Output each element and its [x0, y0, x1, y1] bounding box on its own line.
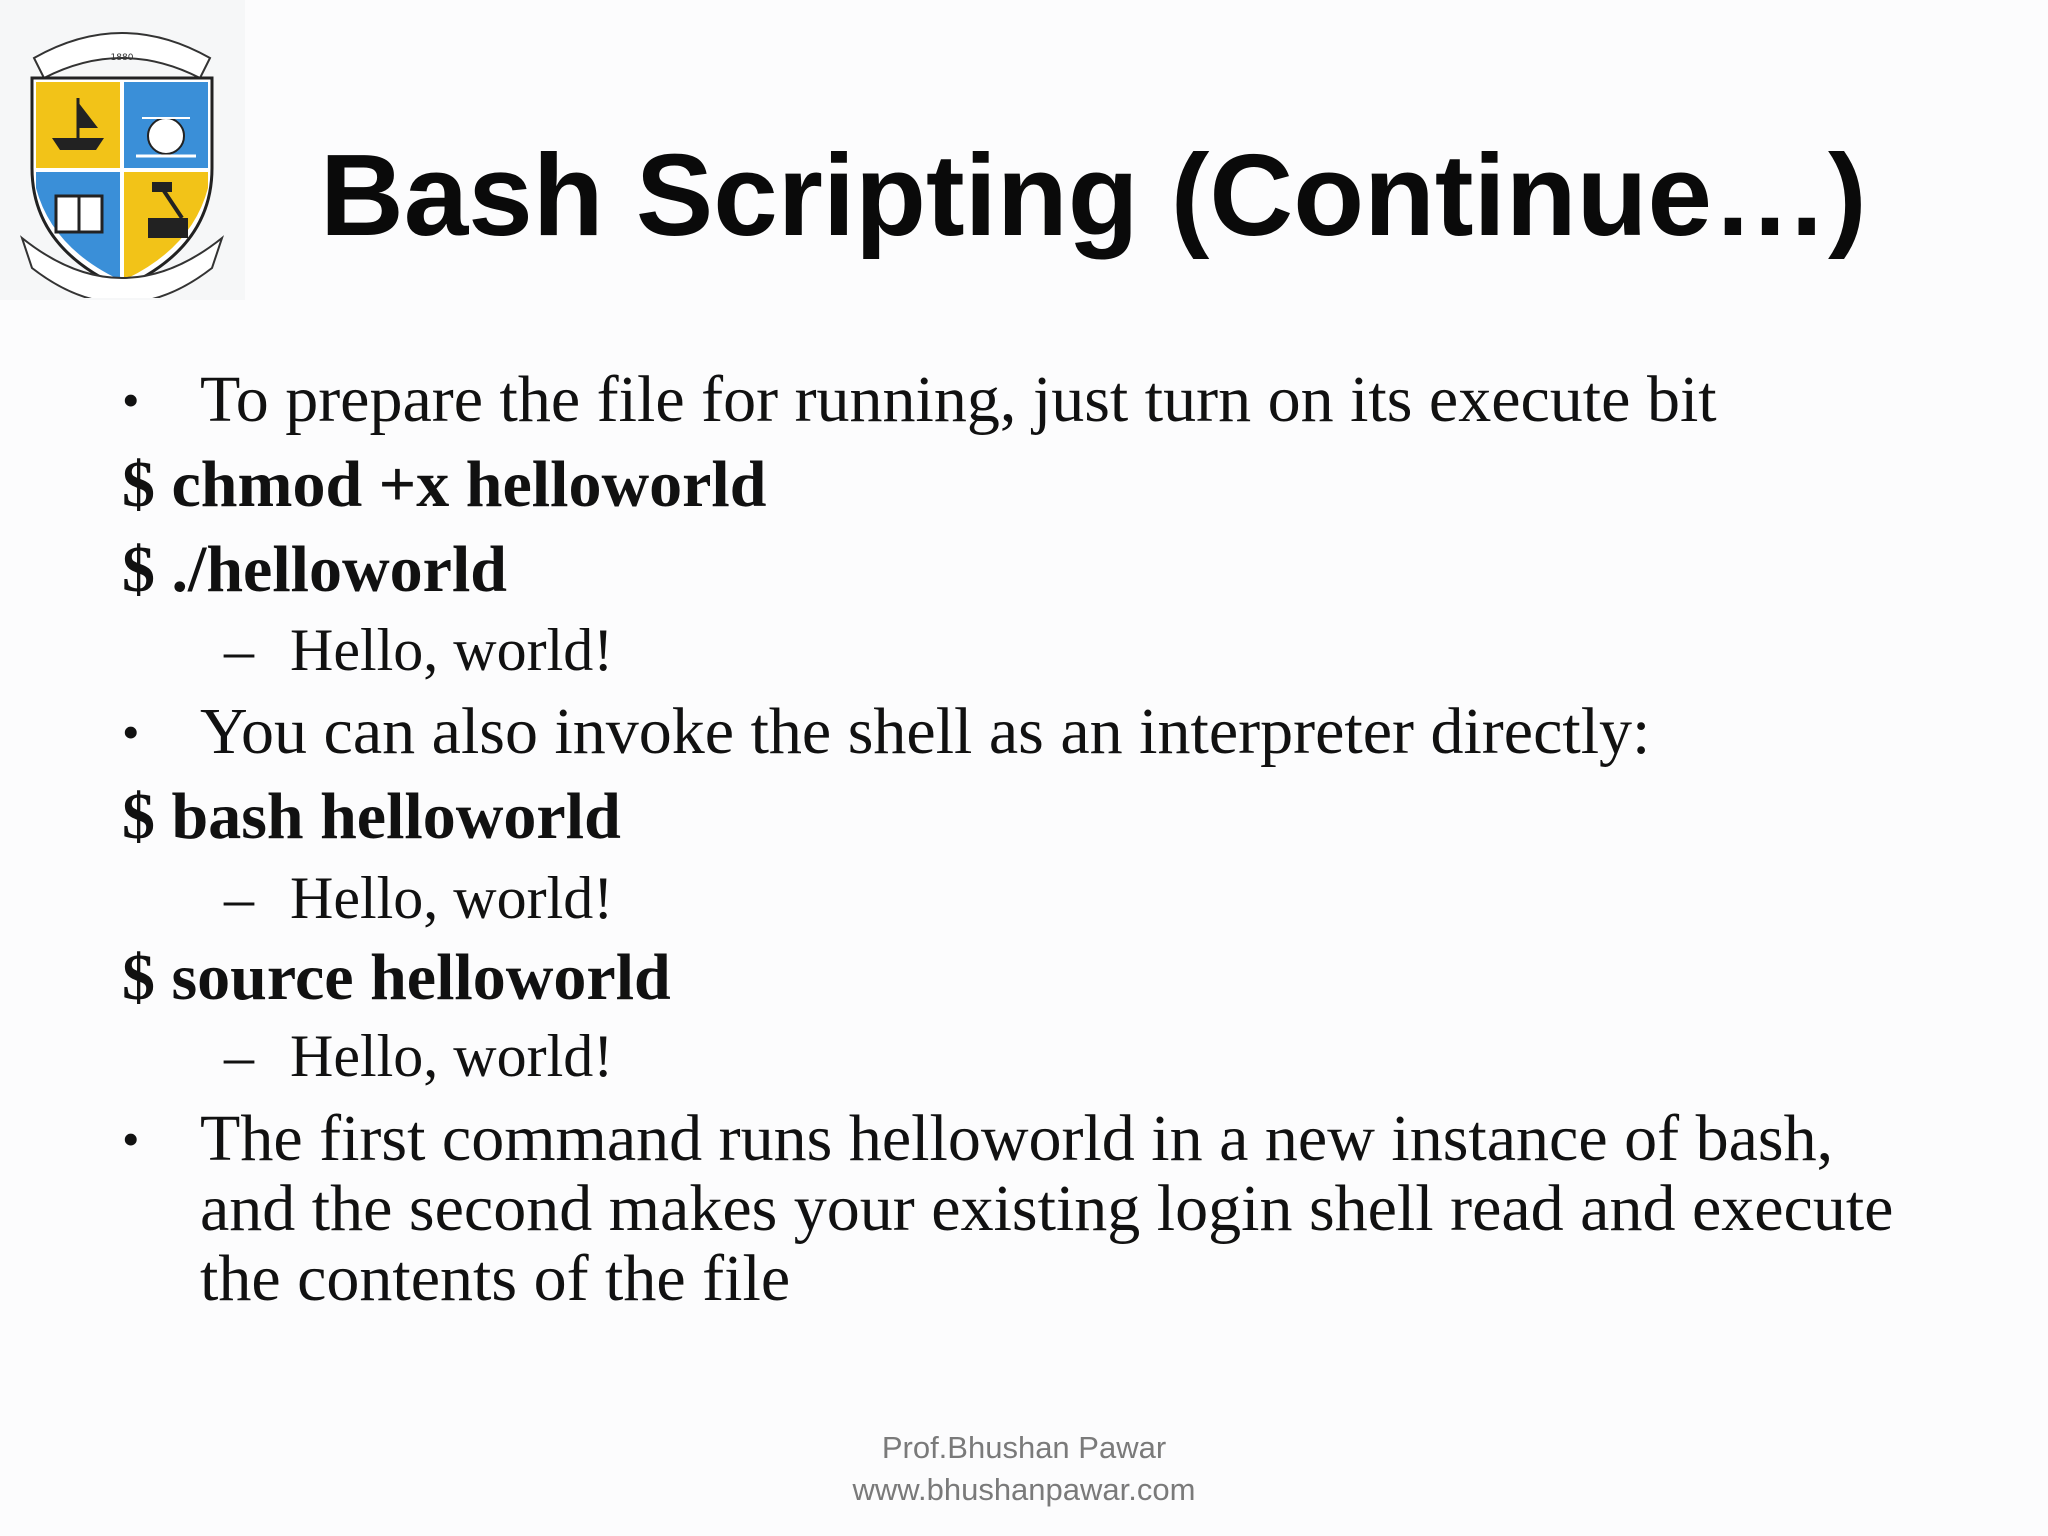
bullet-marker: •	[122, 704, 140, 760]
sub-output-text: Hello, world!	[290, 865, 614, 931]
command-line: $ source helloworld	[122, 941, 671, 1014]
bullet-text: The first command runs helloworld in a new instance of bash, and the second makes your existing login shell read and execute the contents of the file	[200, 1102, 1894, 1315]
sub-dash-marker: –	[224, 865, 254, 931]
command-line: $ chmod +x helloworld	[122, 448, 767, 521]
footer-website: www.bhushanpawar.com	[852, 1472, 1196, 1507]
sub-output-text: Hello, world!	[290, 617, 614, 683]
sub-output-text: Hello, world!	[290, 1023, 614, 1089]
command-line: $ bash helloworld	[122, 780, 621, 853]
sub-dash-marker: –	[224, 1023, 254, 1089]
sub-dash-marker: –	[224, 617, 254, 683]
svg-text:1880: 1880	[110, 53, 134, 63]
command-line: $ ./helloworld	[122, 533, 508, 606]
bullet-text: To prepare the file for running, just turn on its execute bit	[200, 363, 1717, 436]
bullet-marker: •	[122, 372, 140, 428]
slide-title: Bash Scripting (Continue…)	[320, 130, 1867, 260]
bullet-text: You can also invoke the shell as an interpreter directly:	[200, 695, 1651, 768]
bullet-marker: •	[122, 1111, 140, 1167]
footer-author: Prof.Bhushan Pawar	[881, 1430, 1167, 1465]
